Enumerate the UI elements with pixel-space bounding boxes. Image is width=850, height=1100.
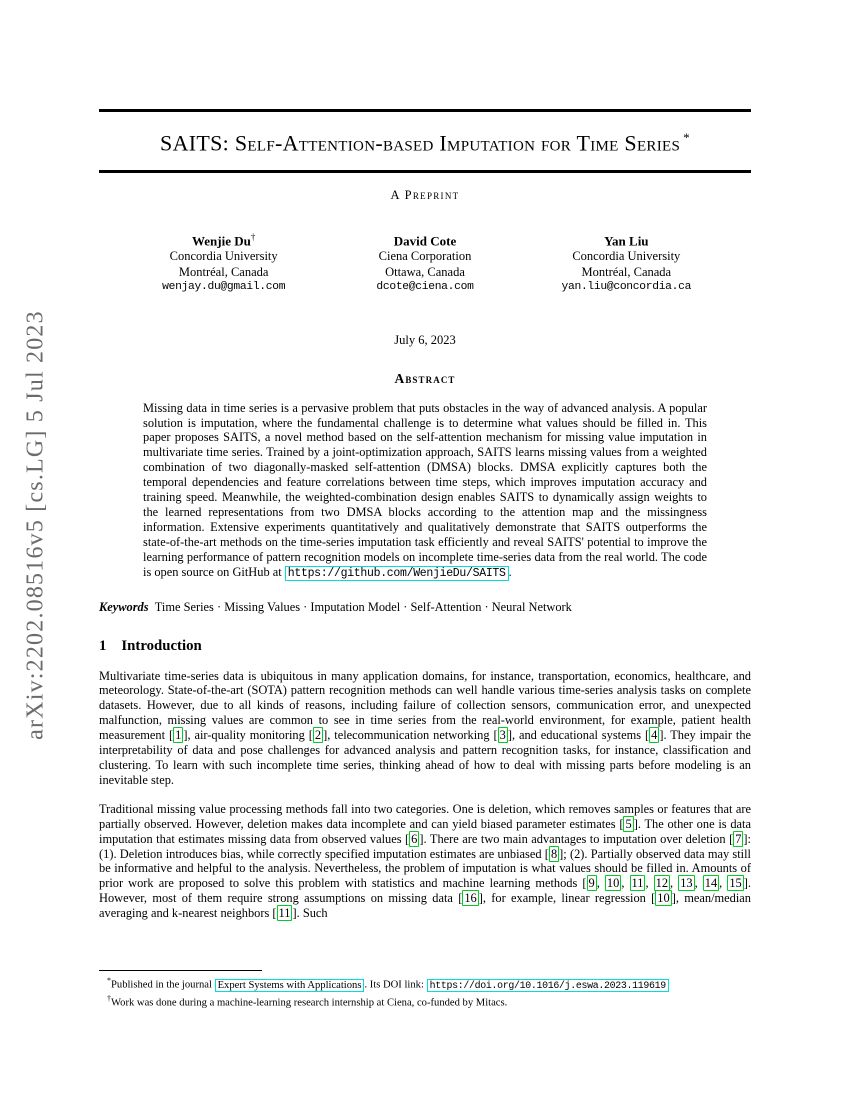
publication-date: July 6, 2023 [394,332,456,347]
citation-link[interactable]: 12 [655,876,669,891]
author-city: Montréal, Canada [178,264,269,279]
author-name: Wenjie Du† [191,232,256,249]
author-affiliation: Ciena Corporation [378,249,472,264]
citation-link[interactable]: 6 [411,831,418,846]
intro-paragraph-2: Traditional missing value processing methods fall into two categories. One is deletion, which removes samples or features that are partially observed. However, deletion makes data incomplete and can yield biased parameter estimates [ 5 ]. The other one is data imputation that estimates missing data from observed values [ 6 ]. There are two main advantages to imputation over deletion [ 7 ]: (1). Deletion introduces bias, while correctly specified imputation estimates are unbiased [ 8 ]; (2). Partially observed data may still be informative and helpful to the analysis. Nevertheless, the problem of imputation is what values should be filled in. Amounts of prior work are proposed to solve this problem with statistics and machine learning methods [ 9 , 10 , 11 , 12 , 13 , 14 , 15 ]. However, most of them require strong assumptions on missing data [ 16 ], for example, linear regression [ 10 ], mean/median averaging and k-nearest neighbors [ 11 ]. Such [99,801,751,921]
citation-link[interactable]: 10 [606,876,620,891]
journal-link[interactable]: Expert Systems with Applications [215,979,365,992]
abstract-heading: Abstract [394,370,456,386]
author-email: dcote@ciena.com [376,281,474,294]
title-footnote-marker: * [683,130,690,145]
author-footnote-marker: † [250,232,256,243]
paper-title [99,123,751,158]
citation-link[interactable]: 2 [314,728,322,743]
abstract-text: Missing data in time series is a pervasive problem that puts obstacles in the way of advanced analysis. A popular solution is imputation, where the fundamental challenge is to determine what values should be filled in. This paper proposes SAITS, a novel method based on the self-attention mechanism for missing value imputation in multivariate time series. Trained by a joint-optimization approach, SAITS learns missing values from a weighted combination of two diagonally-masked self-attention (DMSA) blocks. DMSA explicitly captures both the temporal dependencies and feature correlations between time steps, which improves imputation accuracy and training speed. Meanwhile, the weighted-combination design enables SAITS to dynamically assign weights to the learned representations from two DMSA blocks according to the attention map and the missingness information. Extensive experiments quantitatively and qualitatively demonstrate that SAITS outperforms the state-of-the-art methods on the time-series imputation task efficiently and reveal SAITS' potential to improve the learning performance of pattern recognition models on incomplete time-series data from the real world. The code is open source on GitHub at https://github.com/WenjieDu/SAITS . [143,400,707,580]
author-email: yan.liu@concordia.ca [561,281,692,294]
author-affiliation: Concordia University [572,249,681,264]
citation-link[interactable]: 9 [588,876,595,891]
title-rule-top [99,109,751,112]
section-number: 1 [99,637,107,654]
url-link[interactable]: https://doi.org/10.1016/j.eswa.2023.119619 [427,979,669,992]
author-name: David Cote [393,233,457,249]
paper-content [99,109,751,921]
citation-link[interactable]: 13 [680,876,693,891]
url-link[interactable]: https://github.com/WenjieDu/SAITS [285,566,509,581]
citation-link[interactable]: 8 [550,846,558,861]
footnote-published: *Published in the journal Expert Systems with Applications . Its DOI link: https://doi.org/10.1016/j.eswa.2023.119619 [99,974,751,992]
footnotes-block [99,970,751,1010]
arxiv-watermark: arXiv:2202.08516v5 [cs.LG] 5 Jul 2023 [22,310,49,740]
footnote-marker: * [107,976,111,985]
author-name: Yan Liu [604,233,649,249]
citation-link[interactable]: 16 [464,891,477,906]
section-heading-introduction [99,638,751,655]
footnote-marker: † [107,994,111,1004]
author-city: Ottawa, Canada [385,264,465,279]
citation-link[interactable]: 7 [735,831,742,846]
citation-link[interactable]: 11 [631,876,644,891]
keywords-label: Keywords [99,599,149,614]
citation-link[interactable]: 11 [278,906,291,921]
section-title: Introduction [121,637,202,654]
preprint-label: A Preprint [390,188,460,203]
citation-link[interactable]: 15 [729,876,742,891]
author-email: wenjay.du@gmail.com [162,281,286,294]
citation-link[interactable]: 4 [651,728,658,743]
author-affiliation: Concordia University [169,249,278,264]
author-block-1 [123,230,324,295]
keywords-line [99,600,751,615]
title-rule-bottom [99,170,751,173]
author-block-2 [324,230,525,295]
citation-link[interactable]: 5 [625,816,632,831]
keywords-list: Time Series · Missing Values · Imputation Model · Self-Attention · Neural Network [154,599,572,614]
intro-paragraph-1: Multivariate time-series data is ubiquitous in many application domains, for instance, transportation, economics, healthcare, and meteorology. State-of-the-art (SOTA) pattern recognition methods can well handle various time-series analysis tasks on complete datasets. However, due to all kinds of reasons, including failure of collection sensors, communication error, and unexpected malfunction, missing values are common to see in time series from the real-world environment, for example, patient health measurement [ 1 ], air-quality monitoring [ 2 ], telecommunication networking [ 3 ], and educational systems [ 4 ]. They impair the interpretability of data and pose challenges for advanced analysis and pattern recognition tasks, for instance, classification and clustering. To learn with such incomplete time series, thinking ahead of how to deal with missing parts before modeling is an inevitable step. [99,668,752,787]
citation-link[interactable]: 3 [499,728,506,743]
authors-row [99,230,751,295]
citation-link[interactable]: 10 [657,891,670,906]
footnote-rule [99,970,262,971]
footnote-internship: †Work was done during a machine-learning research internship at Ciena, co-funded by Mitacs. [107,994,508,1009]
citation-link[interactable]: 14 [704,876,718,891]
author-city: Montréal, Canada [581,264,672,279]
author-block-3 [526,230,727,295]
paper-title-text: SAITS: Self-Attention-based Imputation for Time Series [160,130,681,156]
citation-link[interactable]: 1 [175,728,182,743]
